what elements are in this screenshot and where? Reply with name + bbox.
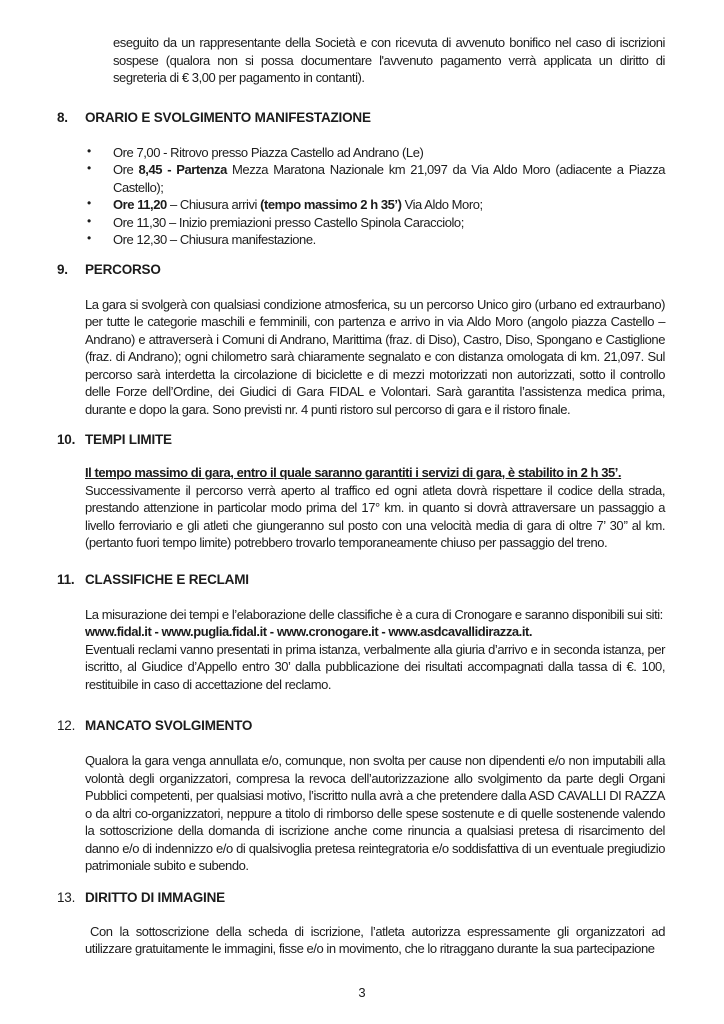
page-number: 3 — [358, 985, 366, 1000]
schedule-item — [57, 231, 665, 249]
tempi-limite-body: Successivamente il percorso verrà aperto al traffico ed ogni atleta dovrà rispettare il codice della strada, prestando attenzione in particolar modo prima del 17° km. in quanto si dovrà attraversare un passaggio a livello ferroviario e gli atleti che giungeranno sul posto con una velocità media di gara di oltre 7’ 30’’ al km. (pertanto fuori tempo limite) potrebbero trovarlo temporaneamente chiuso per passaggio del treno. — [85, 482, 665, 550]
schedule-item-text: Ore 11,30 – Inizio premiazioni presso Castello Spinola Caracciolo; — [113, 214, 464, 230]
results-websites: www.fidal.it - www.puglia.fidal.it - www.cronogare.it - www.asdcavallidirazza.it. — [85, 624, 533, 639]
schedule-item-text: – Chiusura arrivi — [166, 197, 261, 212]
bullet-icon: • — [87, 231, 91, 245]
schedule-item-text: Mezza Maratona Nazionale km 21,097 da Via Aldo Moro (adiacente a Piazza Castello); — [113, 162, 666, 195]
intro-paragraph: eseguito da un rappresentante della Società e con ricevuta di avvenuto bonifico nel caso di iscrizioni sospese (qualora non si possa documentare l'avvenuto pagamento verrà applicata un diritto di segreteria di € 3,00 per pagamento in contanti). — [113, 35, 665, 85]
section-11-title: CLASSIFICHE E RECLAMI — [85, 571, 249, 587]
section-13-title: DIRITTO DI IMMAGINE — [85, 889, 225, 905]
schedule-item-text: Ore 7,00 - Ritrovo presso Piazza Castello ad Andrano (Le) — [113, 144, 424, 160]
schedule-item-text: Ore — [113, 162, 139, 177]
page-footer — [0, 985, 724, 1000]
section-12-title: MANCATO SVOLGIMENTO — [85, 718, 253, 733]
bullet-icon: • — [87, 143, 91, 158]
section-10-title: TEMPI LIMITE — [85, 432, 172, 447]
bullet-icon: • — [87, 161, 91, 175]
schedule-item-text-bold: Ore 11,20 — [113, 197, 167, 212]
section-13-number: 13. — [57, 889, 76, 905]
section-8-number: 8. — [57, 109, 68, 125]
schedule-item — [57, 214, 665, 232]
schedule-item — [57, 161, 665, 196]
schedule-item — [57, 144, 665, 162]
tempi-limite-lead: Il tempo massimo di gara, entro il quale saranno garantiti i servizi di gara, è stabilito in 2 h 35’. — [85, 465, 622, 480]
section-8-heading — [57, 109, 665, 127]
diritto-immagine-paragraph: Con la sottoscrizione della scheda di iscrizione, l’atleta autorizza espressamente gli organizzatori ad utilizzare gratuitamente le immagini, fisse e/o in movimento, che lo ritraggano durante la sua partecipazione — [85, 923, 665, 956]
reclami-paragraph: Eventuali reclami vanno presentati in prima istanza, verbalmente alla giuria d’arrivo e in seconda istanza, per iscritto, al Giudice d’Appello entro 30’ dalla pubblicazione dei risultati accompagnati dalla tassa di €. 100, restituibile in caso di accettazione del reclamo. — [85, 641, 665, 692]
section-10-number: 10. — [57, 432, 76, 447]
schedule-item-text-bold: 8,45 - Partenza — [138, 162, 227, 177]
classifiche-intro-line: La misurazione dei tempi e l’elaborazione delle classifiche è a cura di Cronogare e saranno disponibili sui siti: — [85, 606, 663, 622]
section-9-number: 9. — [57, 261, 68, 277]
section-12-heading — [57, 717, 665, 735]
bullet-icon: • — [87, 196, 91, 210]
section-13-heading — [57, 889, 665, 907]
schedule-list — [57, 144, 665, 249]
section-10-heading — [57, 431, 665, 449]
schedule-item-text: Via Aldo Moro; — [401, 197, 483, 212]
bullet-icon: • — [87, 213, 91, 228]
schedule-item — [57, 196, 665, 214]
section-11-heading — [57, 571, 665, 589]
section-9-heading — [57, 261, 665, 279]
section-11-number: 11. — [57, 571, 75, 587]
schedule-item-text-bold: (tempo massimo 2 h 35’) — [260, 197, 402, 212]
percorso-paragraph: La gara si svolgerà con qualsiasi condizione atmosferica, su un percorso Unico giro (urbano ed extraurbano) per tutte le categorie maschili e femminili, con partenza e arrivo in via Aldo Moro (angolo piazza Castello – Andrano) e attraverserà i Comuni di Andrano, Marittima (fraz. di Diso), Castro, Diso, Spongano e Castiglione (fraz. di Andrano); ogni chilometro sarà chiaramente segnalato e con distanza omologata di km. 21,097. Sul percorso sarà interdetta la circolazione di biciclette e di mezzi motorizzati non autorizzati, sotto il controllo delle Forze dell’Ordine, dei Giudici di Gara FIDAL e Volontari. Sarà garantita l’assistenza medica prima, durante e dopo la gara. Sono previsti nr. 4 punti ristoro sul percorso di gara e il ristoro finale. — [85, 296, 665, 417]
section-8-title: ORARIO E SVOLGIMENTO MANIFESTAZIONE — [85, 109, 371, 125]
section-9-title: PERCORSO — [85, 261, 161, 277]
mancato-svolgimento-paragraph: Qualora la gara venga annullata e/o, comunque, non svolta per cause non dipendenti e/o non imputabili alla volontà degli organizzatori, compresa la revoca dell’autorizzazione allo svolgimento da parte degli Organi Pubblici competenti, per qualsiasi motivo, l’iscritto nulla avrà a che pretendere dalla ASD CAVALLI DI RAZZA o da altri co-organizzatori, neppure a titolo di rimborso delle spese sostenute e di quelle sostenende valendo la sottoscrizione della domanda di iscrizione anche come rinuncia a qualsiasi pretesa di risarcimento del danno e/o di indennizzo e/o di qualsivoglia pretesa reintegratoria e/o soddisfattiva di un eventuale pregiudizio patrimoniale subito e subendo. — [85, 753, 665, 873]
section-12-number: 12. — [57, 718, 76, 733]
schedule-item-text: Ore 12,30 – Chiusura manifestazione. — [113, 232, 316, 247]
